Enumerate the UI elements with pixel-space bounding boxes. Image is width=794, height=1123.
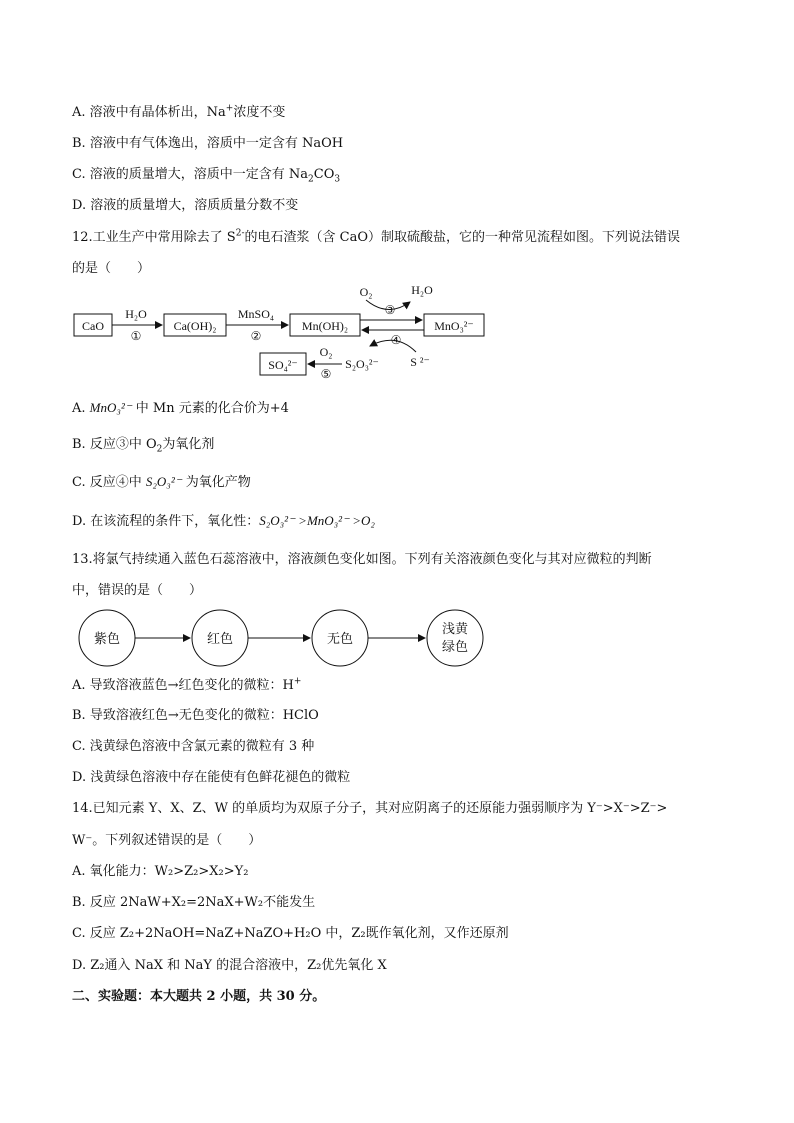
q11-option-b: B. 溶液中有气体逸出，溶质中一定含有 NaOH <box>72 136 344 151</box>
circle-purple-label: 紫色 <box>93 631 121 646</box>
circle-yellowgreen-label-1: 浅黄 <box>441 621 469 636</box>
circle-red-label: 红色 <box>206 631 234 646</box>
arrow-4-number: ④ <box>390 333 402 347</box>
q11-option-d: D. 溶液的质量增大，溶质质量分数不变 <box>72 198 299 213</box>
q14-stem-line2: W⁻。下列叙述错误的是（ ） <box>72 833 262 848</box>
q12-option-b: B. 反应③中 $O_2$为氧化剂 <box>72 437 215 455</box>
box-cao-label: CaO <box>82 319 104 333</box>
q12-option-d: D. 在该流程的条件下，氧化性：S₂O₃²⁻ >MnO₃²⁻ >O₂ <box>72 513 375 529</box>
s2o3-label: S₂O₃²⁻ <box>345 357 379 371</box>
box-so4-label: SO₄²⁻ <box>268 358 298 372</box>
q13-color-diagram <box>60 608 500 670</box>
q12-stem-line1: 12.工业生产中常用除去了 $S^{2-}$的电石渣浆（含 CaO）制取硫酸盐，它的一种常见流程如图。下列说法错误 <box>72 228 680 245</box>
q14-option-a: A. 氧化能力：W₂>Z₂>X₂>Y₂ <box>72 864 249 879</box>
q13-option-b: B. 导致溶液红色→无色变化的微粒：HClO <box>72 708 319 723</box>
o2-bottom: O₂ <box>319 345 333 359</box>
q13-option-d: D. 浅黄绿色溶液中存在能使有色鲜花褪色的微粒 <box>72 770 351 785</box>
arrow-5-number: ⑤ <box>320 367 332 380</box>
q14-option-b: B. 反应 2NaW+X₂=2NaX+W₂不能发生 <box>72 895 316 910</box>
q12-stem-line2: 的是（ ） <box>72 261 151 276</box>
q13-stem-line2: 中，错误的是（ ） <box>72 583 203 598</box>
o2-top: O₂ <box>359 285 373 299</box>
arrow-1-number: ① <box>130 329 142 343</box>
arrow-1-reagent: H₂O <box>125 307 147 321</box>
arrow-3-number: ③ <box>384 303 396 317</box>
box-mnoh2-label: Mn(OH)₂ <box>301 319 349 333</box>
h2o-top: H₂O <box>411 283 433 297</box>
section-2-heading: 二、实验题：本大题共 2 小题，共 30 分。 <box>72 989 326 1004</box>
q12-option-a: A. MnO₃²⁻ 中 Mn 元素的化合价为+4 <box>72 400 289 416</box>
q13-option-c: C. 浅黄绿色溶液中含氯元素的微粒有 3 种 <box>72 739 315 754</box>
circle-yellowgreen <box>427 610 483 666</box>
q14-option-c: C. 反应 Z₂+2NaOH=NaZ+NaZO+H₂O 中，Z₂既作氧化剂，又作还原剂 <box>72 926 509 941</box>
q13-option-a: A. 导致溶液蓝色→红色变化的微粒：H+ <box>72 676 302 693</box>
circle-colorless-label: 无色 <box>326 631 354 646</box>
q11-option-c: C. 溶液的质量增大，溶质中一定含有 $Na_2CO_3$ <box>72 167 341 185</box>
s2-ion: S ²⁻ <box>410 355 430 369</box>
arrow-2-reagent: MnSO₄ <box>237 307 275 321</box>
arrow-2-number: ② <box>250 329 262 343</box>
box-caoh2-label: Ca(OH)₂ <box>173 319 217 333</box>
q12-flow-diagram <box>60 280 500 380</box>
q12-option-c: C. 反应④中 S₂O₃²⁻ 为氧化产物 <box>72 474 251 490</box>
q14-option-d: D. Z₂通入 NaX 和 NaY 的混合溶液中，Z₂优先氧化 X <box>72 958 387 973</box>
circle-yellowgreen-label-2: 绿色 <box>441 639 469 654</box>
q13-stem-line1: 13.将氯气持续通入蓝色石蕊溶液中，溶液颜色变化如图。下列有关溶液颜色变化与其对应微粒的判断 <box>72 552 652 567</box>
q14-stem-line1: 14.已知元素 Y、X、Z、W 的单质均为双原子分子，其对应阴离子的还原能力强弱顺序为 Y⁻>X⁻>Z⁻> <box>72 801 668 816</box>
box-mno3-label: MnO₃²⁻ <box>434 319 474 333</box>
q11-option-a: A. 溶液中有晶体析出，Na+浓度不变 <box>72 103 286 120</box>
